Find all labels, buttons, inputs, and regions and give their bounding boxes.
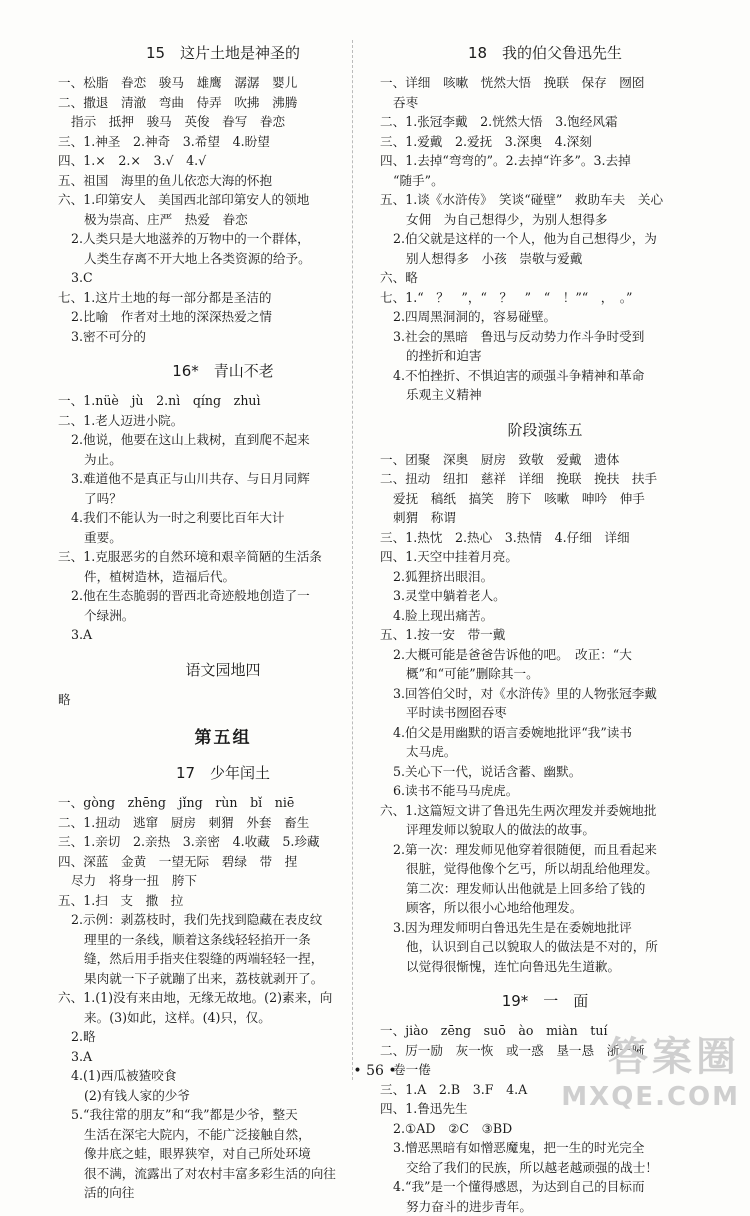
answer-line: 四、1.去掉“弯弯的”。2.去掉“许多”。3.去掉 [380,151,710,171]
answer-line: 2.他在生态脆弱的晋西北奇迹般地创造了一 [58,586,388,606]
answer-line: 女佣 为自己想得少，为别人想得多 [380,210,710,230]
answer-line: 4.不怕挫折、不惧迫害的顽强斗争精神和革命 [380,366,710,386]
answer-line: 四、1.鲁迅先生 [380,1099,710,1119]
section-title: 阶段演练五 [380,419,710,440]
answer-line: 来。(3)如此，这样。(4)只，仅。 [58,1008,388,1028]
answer-line: 2.①AD ②C ③BD [380,1119,710,1139]
answer-line: 4.(1)西瓜被猹咬食 [58,1066,388,1086]
answer-line: 以觉得很惭愧，连忙向鲁迅先生道歉。 [380,957,710,977]
answer-line: 5.“我往常的朋友”和“我”都是少爷，整天 [58,1105,388,1125]
answer-line: 4.“我”是一个懂得感恩，为达到自己的目标而 [380,1177,710,1197]
answer-line: 七、1.“ ？ ”，“ ？ ” “ ！”“ ， 。” [380,288,710,308]
answer-line: 4.脸上现出痛苦。 [380,606,710,626]
answer-line: 三、1.A 2.B 3.F 4.A [380,1080,710,1100]
answer-line: 2.大概可能是爸爸告诉他的吧。 改正：“大 [380,645,710,665]
answer-line: 3.A [58,625,388,645]
answer-line: 四、1.× 2.× 3.√ 4.√ [58,151,388,171]
answer-line: 2.伯父就是这样的一个人，他为自己想得少，为 [380,229,710,249]
answer-line: 2.比喻 作者对土地的深深热爱之情 [58,307,388,327]
answer-line: 5.关心下一代，说话含蓄、幽默。 [380,762,710,782]
answer-line: 六、1.印第安人 美国西北部印第安人的领地 [58,190,388,210]
answer-line: 三、1.热忱 2.热心 3.热情 4.仔细 详细 [380,528,710,548]
answer-line: 2.狐狸挤出眼泪。 [380,567,710,587]
answer-line: 卷一倦 [380,1060,710,1080]
answer-line: 6.读书不能马马虎虎。 [380,781,710,801]
answer-line: 四、1.天空中挂着月亮。 [380,547,710,567]
answer-line: 一、详细 咳嗽 恍然大悟 挽联 保存 囫囵 [380,73,710,93]
answer-line: 4.伯父是用幽默的语言委婉地批评“我”读书 [380,723,710,743]
answer-line: 重要。 [58,528,388,548]
answer-line: 很不满，流露出了对农村丰富多彩生活的向往 [58,1164,388,1184]
answer-line: 略 [58,690,388,710]
section-title: 语文园地四 [58,659,388,680]
answer-line: 概”和“可能”删除其一。 [380,664,710,684]
answer-line: 二、1.张冠李戴 2.恍然大悟 3.饱经风霜 [380,112,710,132]
answer-line: 2.人类只是大地滋养的万物中的一个群体， [58,229,388,249]
answer-line: 六、1.这篇短文讲了鲁迅先生两次理发并委婉地批 [380,801,710,821]
answer-line: 为止。 [58,450,388,470]
answer-line: 二、1.老人迈进小院。 [58,411,388,431]
watermark-logo [561,1025,740,1112]
answer-line: 五、1.谈《水浒传》 笑谈“碰壁” 救助车夫 关心 [380,190,710,210]
answer-line: 别人想得多 小孩 崇敬与爱戴 [380,249,710,269]
answer-line: 缝，然后用手指夹住裂缝的两端轻轻一捏， [58,949,388,969]
answer-line: 爱抚 稿纸 搞笑 胯下 咳嗽 呻吟 伸手 [380,489,710,509]
answer-line: 像井底之蛙，眼界狭窄，对自己所处环境 [58,1144,388,1164]
column-divider [352,40,353,1080]
answer-line: 一、团聚 深奥 厨房 致敬 爱戴 遗体 [380,450,710,470]
answer-line: 极为崇高、庄严 热爱 眷恋 [58,210,388,230]
answer-line: 四、深蓝 金黄 一望无际 碧绿 带 捏 [58,852,388,872]
answer-line: 二、厉一励 灰一恢 或一惑 垦一恳 浙一晰 [380,1041,710,1061]
answer-line: (2)有钱人家的少爷 [58,1086,388,1106]
answer-line: 六、1.(1)没有来由地，无缘无故地。(2)素来，向 [58,988,388,1008]
answer-line: 2.略 [58,1027,388,1047]
answer-line: 三、1.亲切 2.亲热 3.亲密 4.收藏 5.珍藏 [58,832,388,852]
left-column [58,28,388,1203]
answer-line: 人类生存离不开大地上各类资源的给予。 [58,249,388,269]
answer-line: 的挫折和迫害 [380,346,710,366]
section-title: 16* 青山不老 [58,360,388,381]
page-number: • 56 • [0,1063,750,1079]
answer-line: 理里的一条线，顺着这条线轻轻掐开一条 [58,930,388,950]
answer-line: 乐观主义精神 [380,385,710,405]
answer-line: 2.示例：剥荔枝时，我们先找到隐藏在表皮纹 [58,910,388,930]
answer-line: 吞枣 [380,93,710,113]
answer-line: 件，植树造林，造福后代。 [58,567,388,587]
answer-line: 他，认识到自己以貌取人的做法是不对的，所 [380,937,710,957]
answer-line: 五、1.按一安 带一戴 [380,625,710,645]
answer-line: 尽力 将身一扭 胯下 [58,871,388,891]
answer-line: 六、略 [380,268,710,288]
answer-line: 3.A [58,1047,388,1067]
watermark-line1: 答案圈 [561,1025,740,1082]
answer-line: “随手”。 [380,171,710,191]
answer-line: 七、1.这片土地的每一部分都是圣洁的 [58,288,388,308]
answer-line: 生活在深宅大院内，不能广泛接触自然， [58,1125,388,1145]
answer-line: 3.密不可分的 [58,327,388,347]
answer-line: 五、祖国 海里的鱼儿依恋大海的怀抱 [58,171,388,191]
answer-line: 3.回答伯父时，对《水浒传》里的人物张冠李戴 [380,684,710,704]
answer-line: 3.C [58,268,388,288]
section-title: 第五组 [58,723,388,748]
answer-line: 一、gòng zhēng jǐng rùn bǐ niē [58,793,388,813]
answer-line: 顾客，所以很小心地给他理发。 [380,898,710,918]
answer-line: 2.四周黑洞洞的，容易碰壁。 [380,307,710,327]
answer-line: 太马虎。 [380,742,710,762]
answer-line: 二、扭动 纽扣 慈祥 详细 挽联 挽扶 扶手 [380,469,710,489]
answer-line: 了吗？ [58,489,388,509]
answer-line: 3.难道他不是真正与山川共存、与日月同辉 [58,469,388,489]
section-title: 19* 一 面 [380,990,710,1011]
answer-line: 3.因为理发师明白鲁迅先生是在委婉地批评 [380,918,710,938]
answer-line: 果肉就一下子就蹦了出来，荔枝就剥开了。 [58,969,388,989]
answer-line: 五、1.扫 支 撒 拉 [58,891,388,911]
answer-line: 4.我们不能认为一时之利要比百年大计 [58,508,388,528]
section-title: 15 这片土地是神圣的 [58,42,388,63]
answer-line: 一、1.nüè jù 2.nì qíng zhuì [58,391,388,411]
answer-line: 3.灵堂中躺着老人。 [380,586,710,606]
answer-line: 三、1.克服恶劣的自然环境和艰辛简陋的生活条 [58,547,388,567]
answer-line: 一、jiào zēng suō ào miàn tuí [380,1021,710,1041]
answer-line: 刺猬 称谓 [380,508,710,528]
answer-line: 第二次：理发师认出他就是上回多给了钱的 [380,879,710,899]
answer-line: 3.社会的黑暗 鲁迅与反动势力作斗争时受到 [380,327,710,347]
answer-line: 个绿洲。 [58,606,388,626]
answer-line: 2.第一次：理发师见他穿着很随便，而且看起来 [380,840,710,860]
watermark-line2: MXQE.COM [561,1082,740,1112]
answer-line: 很脏，觉得他像个乞丐，所以胡乱给他理发。 [380,859,710,879]
answer-line: 一、松脂 眷恋 骏马 雄鹰 潺潺 婴儿 [58,73,388,93]
answer-line: 三、1.神圣 2.神奇 3.希望 4.盼望 [58,132,388,152]
answer-line: 二、1.扭动 逃窜 厨房 刺猬 外套 畜生 [58,813,388,833]
answer-line: 三、1.爱戴 2.爱抚 3.深奥 4.深刻 [380,132,710,152]
answer-line: 活的向往 [58,1183,388,1203]
answer-line: 评理发师以貌取人的做法的故事。 [380,820,710,840]
answer-line: 平时读书囫囵吞枣 [380,703,710,723]
answer-line: 二、撒退 清澈 弯曲 侍弄 吹拂 沸腾 [58,93,388,113]
answer-line: 3.憎恶黑暗有如憎恶魔鬼，把一生的时光完全 [380,1138,710,1158]
section-title: 17 少年闰土 [58,762,388,783]
section-title: 18 我的伯父鲁迅先生 [380,42,710,63]
answer-line: 指示 抵押 骏马 英俊 眷写 眷恋 [58,112,388,132]
answer-line: 交给了我们的民族，所以越老越顽强的战士！ [380,1158,710,1178]
answer-line: 努力奋斗的进步青年。 [380,1197,710,1216]
answer-line: 2.他说，他要在这山上栽树，直到爬不起来 [58,430,388,450]
